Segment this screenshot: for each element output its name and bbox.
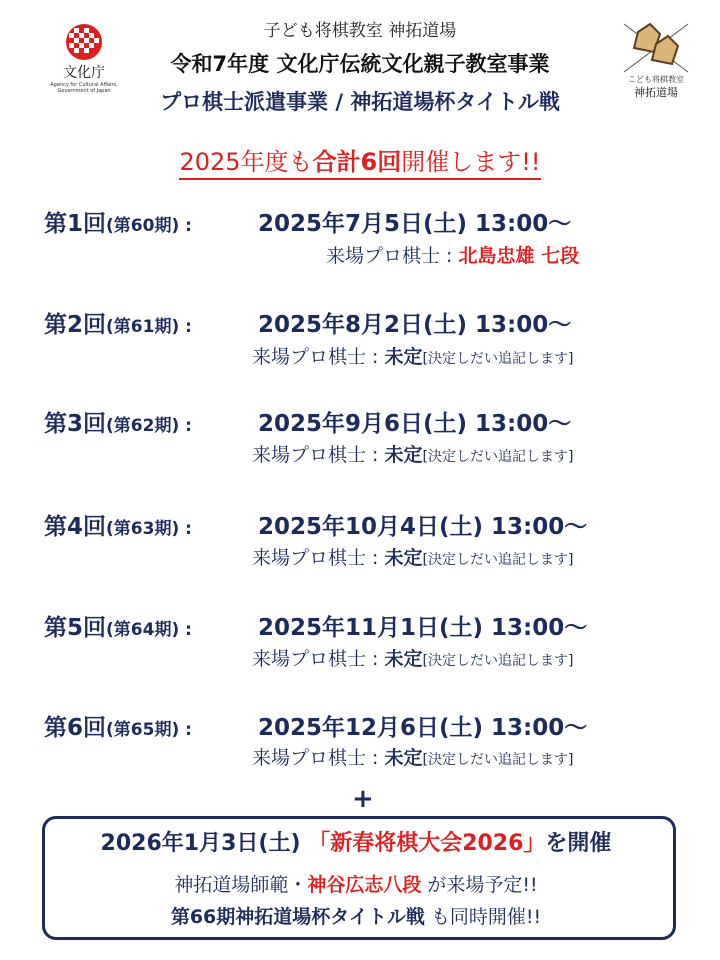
event-guest-pre: 神拓道場師範・: [174, 874, 308, 896]
announcement-post: 開催します!!: [401, 148, 541, 176]
event-title-match-post: も同時開催!!: [424, 906, 542, 928]
event-suffix: を開催: [545, 831, 612, 856]
page-subtitle: プロ棋士派遣事業 / 神拓道場杯タイトル戦: [160, 90, 560, 114]
round-period: (第60期) :: [106, 216, 192, 236]
event-name: 「新春将棋大会2026」: [308, 831, 546, 856]
school-name: 子ども将棋教室 神拓道場: [263, 21, 457, 41]
round-4: [44, 508, 588, 541]
announcement-underline: [179, 148, 540, 180]
round-date: 2025年11月1日(土) 13:00〜: [258, 615, 588, 641]
round-6-pro: [252, 743, 573, 770]
round-date: 2025年10月4日(土) 13:00〜: [258, 514, 588, 540]
announcement-pre: 2025年度も: [179, 148, 313, 176]
dojo-logo: [616, 18, 696, 98]
pro-label: 来場プロ棋士 :: [252, 346, 385, 368]
round-5-pro: [252, 644, 573, 671]
event-headline: [0, 826, 712, 857]
round-period: (第61期) :: [106, 317, 192, 337]
round-number: 第3回: [44, 411, 107, 437]
pro-label: 来場プロ棋士 :: [326, 245, 459, 267]
page-title: 令和7年度 文化庁伝統文化親子教室事業: [170, 52, 550, 76]
dojo-logo-line1: こども将棋教室: [628, 75, 684, 84]
round-period: (第62期) :: [106, 416, 192, 436]
round-number: 第6回: [44, 715, 107, 741]
pro-tbd: 未定: [384, 547, 423, 569]
round-period: (第64期) :: [106, 620, 192, 640]
pro-label: 来場プロ棋士 :: [252, 747, 385, 769]
pro-label: 来場プロ棋士 :: [252, 444, 385, 466]
round-date: 2025年9月6日(土) 13:00〜: [258, 411, 572, 437]
round-date: 2025年7月5日(土) 13:00〜: [258, 211, 572, 237]
event-title-match-line: [0, 902, 712, 929]
event-guest-name: 神谷広志八段: [307, 874, 422, 896]
round-5: [44, 609, 588, 642]
event-title-match: 第66期神拓道場杯タイトル戦: [170, 906, 425, 928]
round-1: [44, 205, 572, 238]
round-period: (第63期) :: [106, 519, 192, 539]
round-date: 2025年8月2日(土) 13:00〜: [258, 312, 572, 338]
dojo-logo-line2: 神拓道場: [634, 86, 678, 99]
pro-tbd-note: [決定しだい追記します]: [422, 552, 574, 568]
round-3: [44, 405, 572, 438]
round-4-pro: [252, 543, 573, 570]
pro-tbd: 未定: [384, 346, 423, 368]
round-number: 第2回: [44, 312, 107, 338]
pro-tbd-note: [決定しだい追記します]: [422, 752, 574, 768]
pro-name: 北島忠雄 七段: [458, 245, 580, 267]
round-number: 第5回: [44, 615, 107, 641]
round-2: [44, 306, 572, 339]
pro-tbd-note: [決定しだい追記します]: [422, 653, 574, 669]
pro-tbd: 未定: [384, 648, 423, 670]
pro-label: 来場プロ棋士 :: [252, 547, 385, 569]
round-number: 第4回: [44, 514, 107, 540]
round-date: 2025年12月6日(土) 13:00〜: [258, 715, 588, 741]
round-period: (第65期) :: [106, 720, 192, 740]
pro-tbd-note: [決定しだい追記します]: [422, 351, 574, 367]
pro-label: 来場プロ棋士 :: [252, 648, 385, 670]
plus-sign: +: [352, 784, 374, 814]
pro-tbd: 未定: [384, 444, 423, 466]
round-6: [44, 709, 588, 742]
event-guest-line: [0, 870, 712, 897]
event-date: 2026年1月3日(土): [100, 831, 301, 856]
announcement-bold: 合計6回: [312, 148, 402, 176]
round-number: 第1回: [44, 211, 107, 237]
bunkacho-logo-text: 文化庁: [63, 65, 105, 81]
round-3-pro: [252, 440, 573, 467]
shogi-piece-logo-icon: [616, 18, 696, 74]
round-2-pro: [252, 342, 573, 369]
round-1-pro: [326, 241, 579, 268]
pro-tbd: 未定: [384, 747, 423, 769]
pro-tbd-note: [決定しだい追記します]: [422, 449, 574, 465]
event-guest-post: が来場予定!!: [421, 874, 538, 896]
bunkacho-logo: [44, 20, 124, 110]
bunkacho-logo-caption: Agency for Cultural Affairs, Government of Japan: [50, 82, 118, 94]
announcement: [0, 142, 720, 177]
